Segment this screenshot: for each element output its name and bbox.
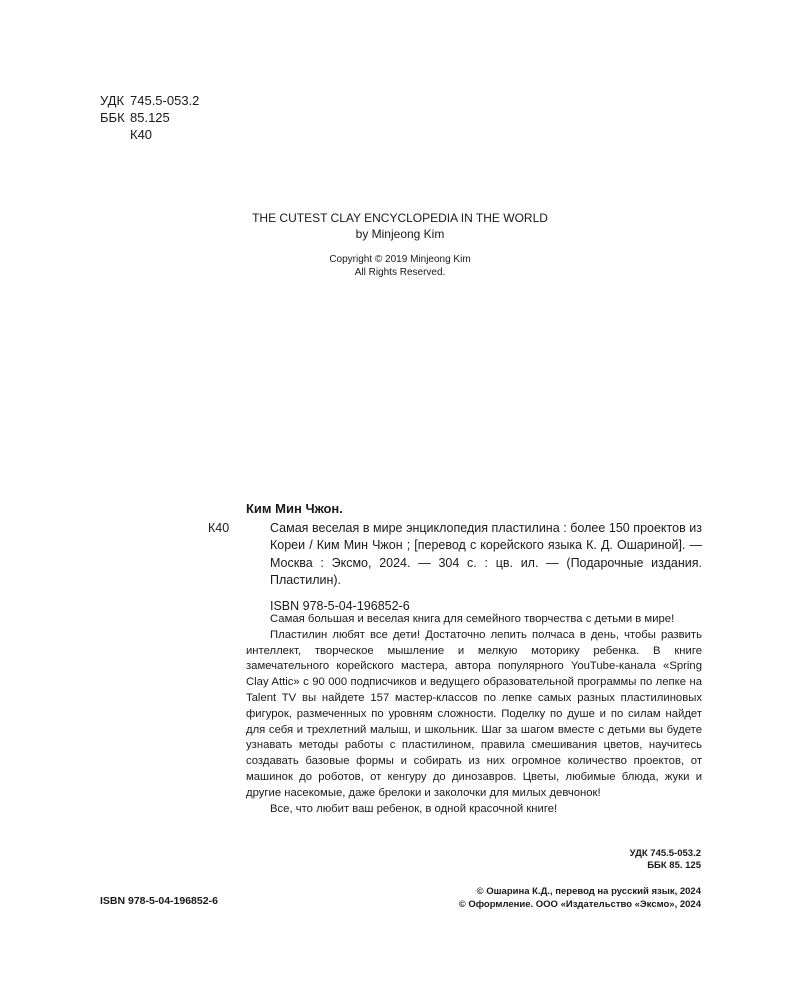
catalog-author: Ким Мин Чжон. (246, 501, 343, 516)
copyright-design: © Оформление. ООО «Издательство «Эксмо», 2024 (458, 899, 701, 910)
catalog-entry (208, 520, 702, 590)
classification-codes (100, 92, 199, 143)
catalog-description: Самая веселая в мире энциклопедия пластилина : более 150 проектов из Кореи / Ким Мин Чжон ; [перевод с корейского языка К. Д. Ошариной]. — Москва : Эксмо, 2024. — 304 с. : цв. ил. — (Подарочные издания. Пластилин). (270, 520, 702, 587)
original-copyright-block (0, 253, 800, 279)
udk-label: УДК (100, 93, 125, 108)
catalog-isbn: ISBN 978-5-04-196852-6 (270, 598, 410, 613)
catalog-code: К40 (208, 520, 230, 535)
footer-bbk: ББК 85. 125 (647, 860, 701, 871)
original-copyright: Copyright © 2019 Minjeong Kim (329, 254, 471, 265)
annotation-paragraph-3: Все, что любит ваш ребенок, в одной красочной книге! (270, 802, 558, 815)
footer-isbn: ISBN 978-5-04-196852-6 (100, 895, 218, 907)
annotation-paragraph-1: Самая большая и веселая книга для семейного творчества с детьми в мире! (270, 613, 675, 625)
catalog-record (208, 500, 702, 615)
udk-value: 745.5-053.2 (130, 93, 200, 108)
footer-udk: УДК 745.5-053.2 (629, 848, 701, 859)
bbk-row (100, 109, 199, 126)
footer-codes (545, 848, 701, 872)
original-title-block (0, 210, 800, 242)
author-sign: К40 (130, 127, 153, 142)
annotation (246, 612, 702, 817)
bbk-value: 85.125 (130, 110, 170, 125)
footer-copyrights (380, 885, 701, 911)
original-title: THE CUTEST CLAY ENCYCLOPEDIA IN THE WORLD (252, 211, 548, 225)
annotation-paragraph-2: Пластилин любят все дети! Достаточно лепить полчаса в день, чтобы развить интеллект, творческое мышление и мелкую моторику ребенка. В книге замечательного корейского мастера, автора популярного YouTube-канала «Spring Clay Attic» с 90 000 подписчиков и ведущего образовательной программы по лепке на Talent TV вы найдете 157 мастер-классов по лепке самых разных пластилиновых фигурок, размеченных по уровням сложности. Поделку по душе и по силам найдет для себя и трехлетний малыш, и школьник. Шаг за шагом вместе с детьми вы будете узнавать методы работы с пластилином, правила смешивания цветов, научитесь создавать базовые формы и собирать из них огромное количество проектов, от машинок до роботов, от кенгуру до динозавров. Цветы, любимые блюда, жуки и другие насекомые, даже брелоки и заколочки для милых девчонок! (246, 628, 702, 799)
udk-row (100, 92, 199, 109)
copyright-translation: © Ошарина К.Д., перевод на русский язык, 2024 (476, 886, 701, 897)
original-rights: All Rights Reserved. (354, 267, 446, 278)
bbk-label: ББК (100, 110, 125, 125)
original-byline: by Minjeong Kim (355, 227, 445, 241)
